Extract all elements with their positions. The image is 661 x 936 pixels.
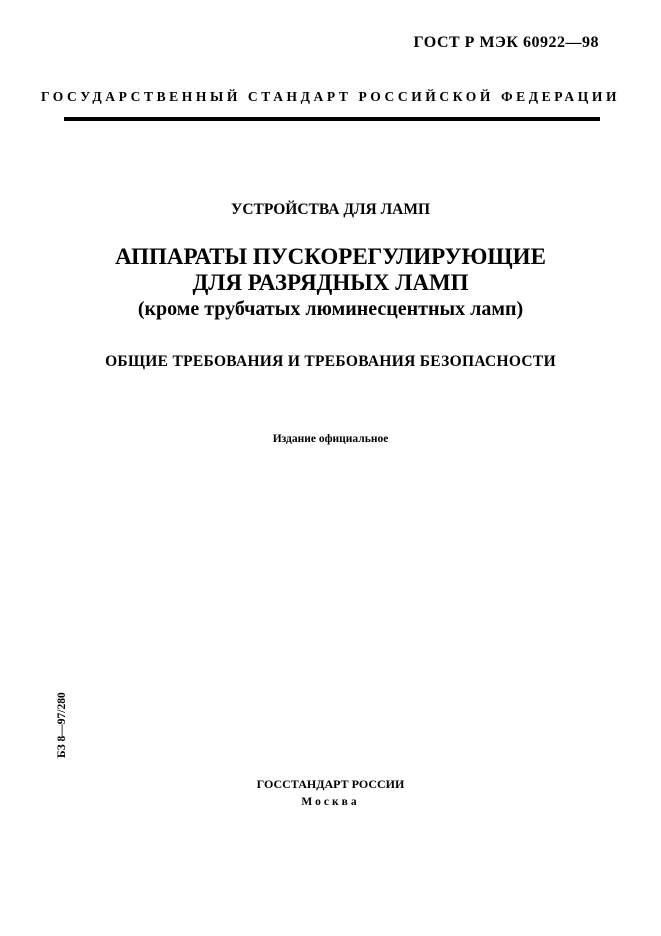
main-title-line-2: ДЛЯ РАЗРЯДНЫХ ЛАМП: [192, 270, 469, 295]
document-code: ГОСТ Р МЭК 60922—98: [413, 34, 599, 51]
subtitle: (кроме трубчатых люминесцентных ламп): [137, 298, 524, 320]
side-registration-code: БЗ 8—97/280: [56, 692, 68, 758]
state-standard-heading: ГОСУДАРСТВЕННЫЙ СТАНДАРТ РОССИЙСКОЙ ФЕДЕРАЦИИ: [40, 89, 621, 104]
requirements-title: ОБЩИЕ ТРЕБОВАНИЯ И ТРЕБОВАНИЯ БЕЗОПАСНОСТИ: [105, 353, 556, 370]
horizontal-rule: [64, 117, 600, 121]
main-title-line-1: АППАРАТЫ ПУСКОРЕГУЛИРУЮЩИЕ: [115, 244, 546, 269]
edition-note: Издание официальное: [272, 433, 389, 445]
publisher: ГОССТАНДАРТ РОССИИ: [256, 777, 405, 791]
main-title: [0, 244, 661, 296]
publication-city: Москва: [301, 796, 360, 808]
series-title: УСТРОЙСТВА ДЛЯ ЛАМП: [230, 201, 431, 218]
